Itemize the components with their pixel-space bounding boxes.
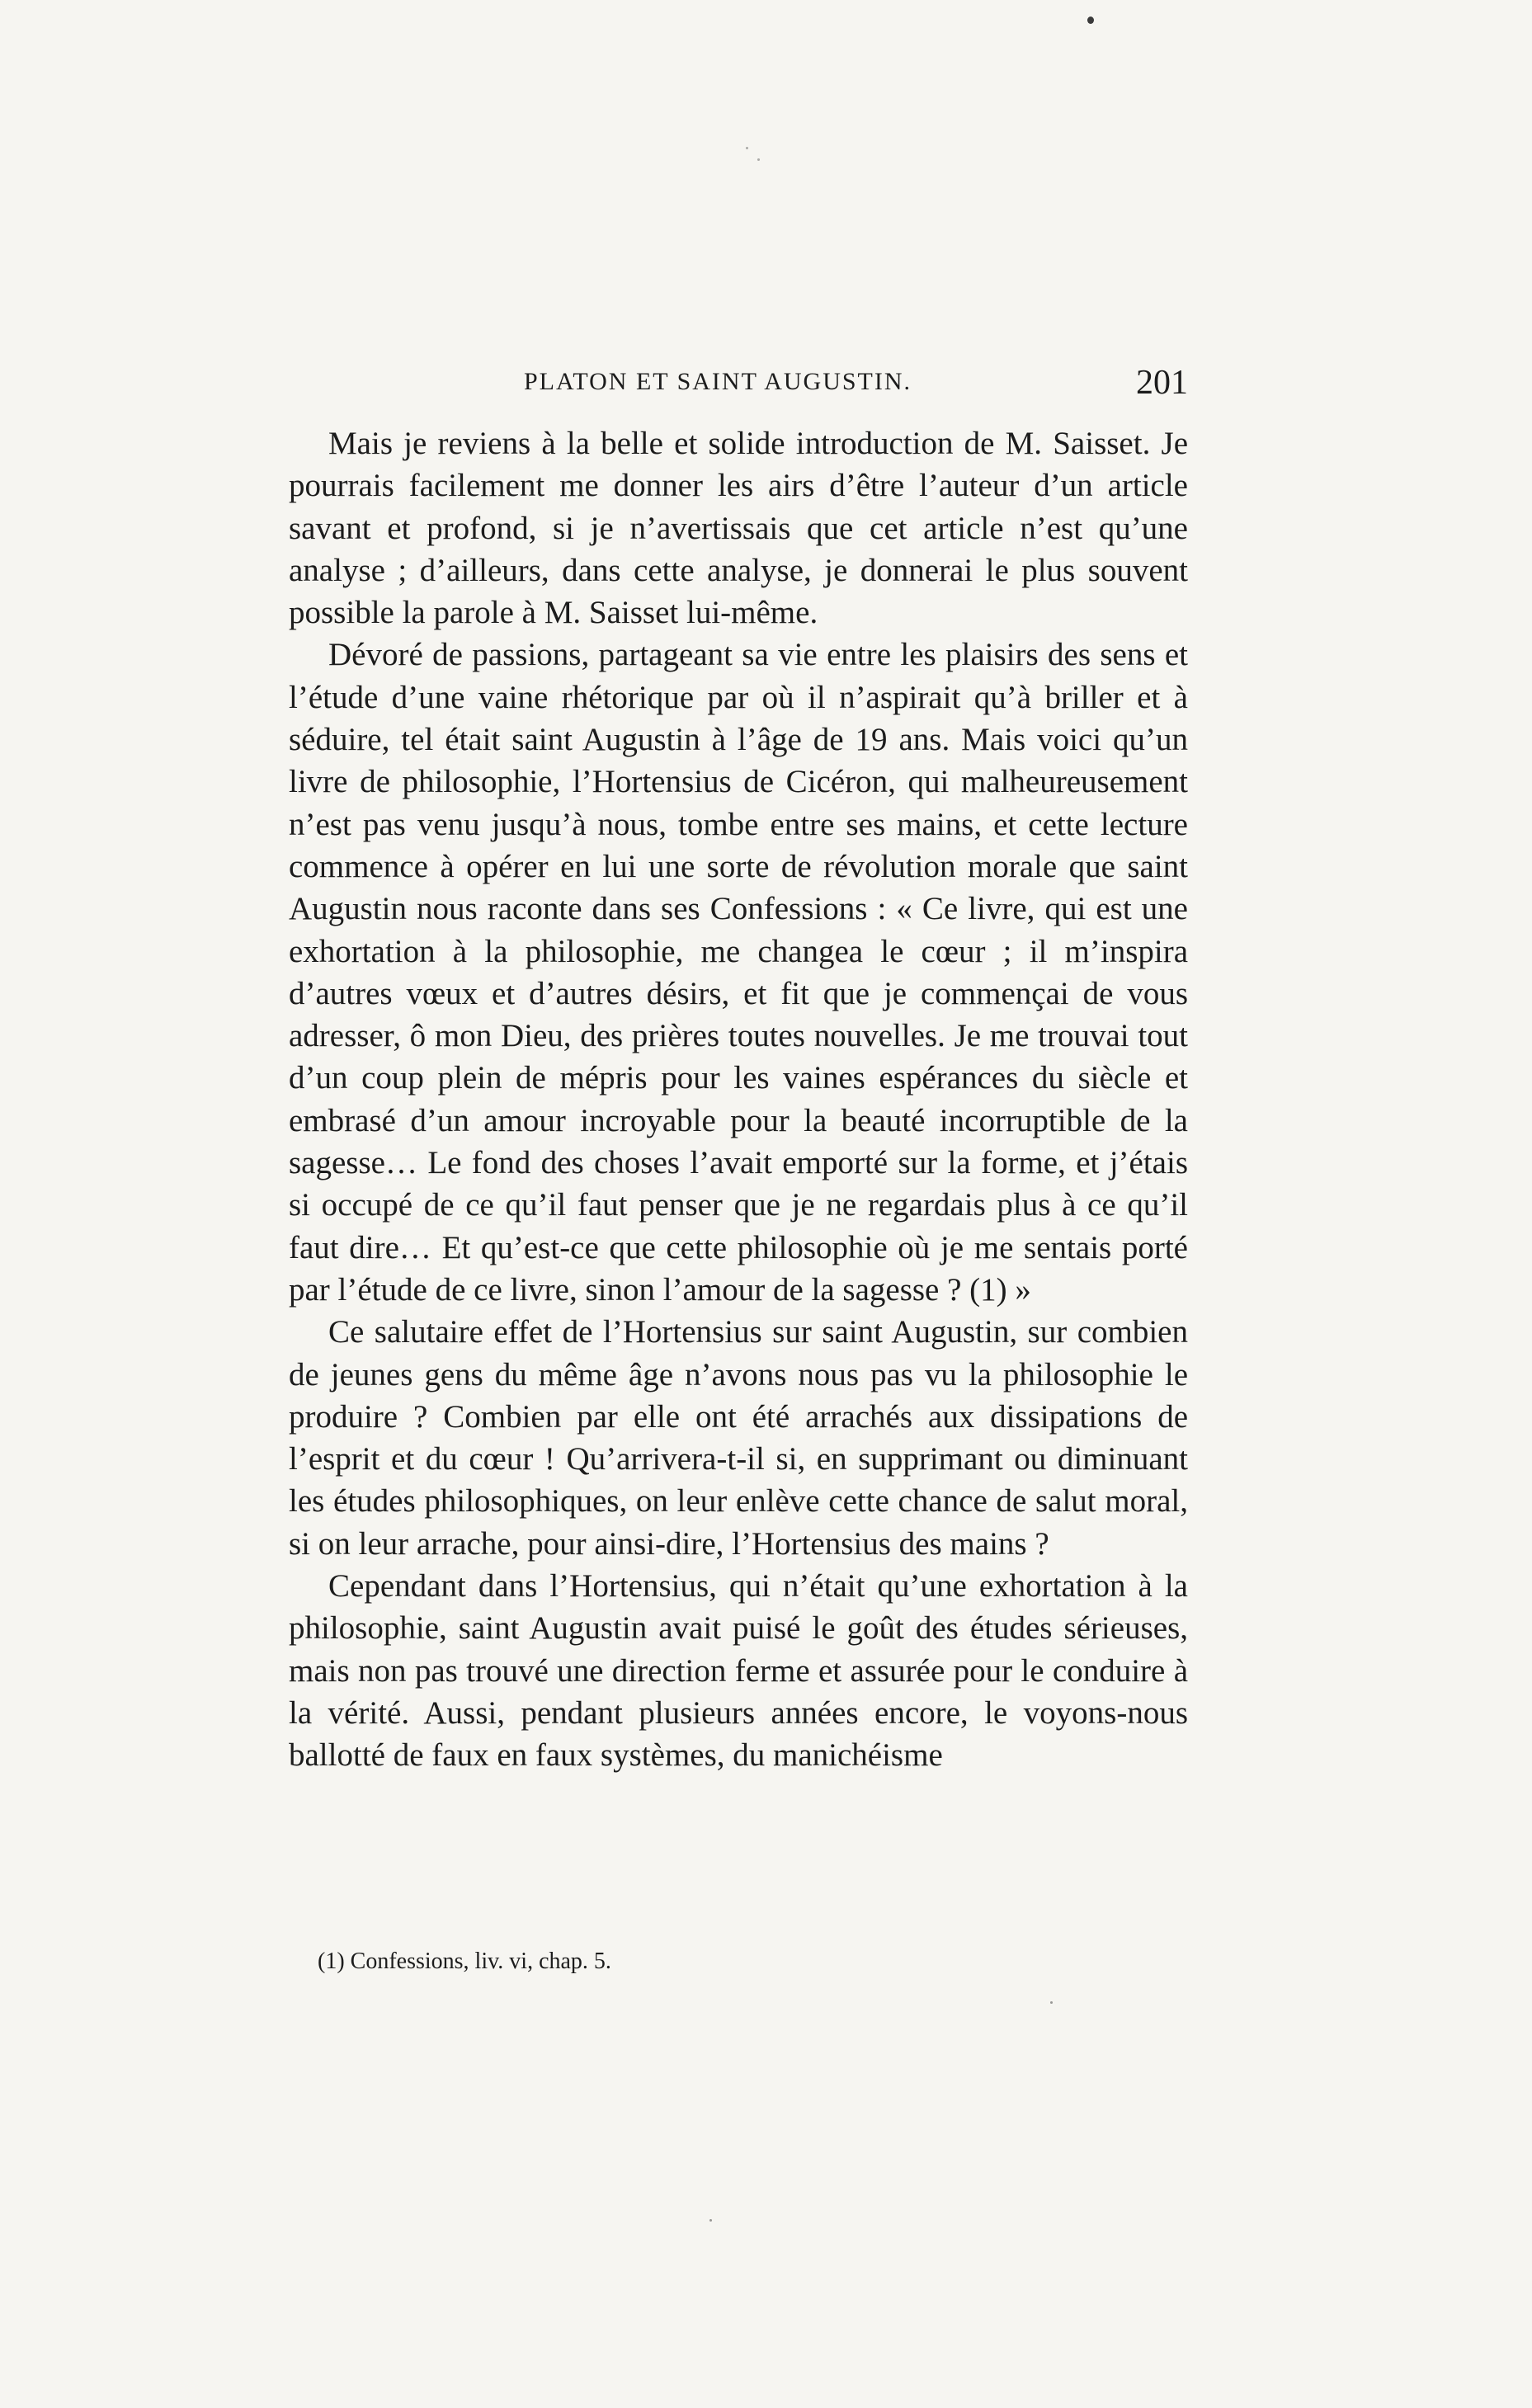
footnote: (1) Confessions, liv. vi, chap. 5. xyxy=(318,1949,611,1974)
paragraph-4: Cependant dans l’Hortensius, qui n’était qu’une exhortation à la philosophie, saint Augustin avait puisé le goût des études sérieuses, mais non pas trouvé une direction ferme et assurée pour le conduire à la vérité. Aussi, pendant plusieurs années encore, le voyons-nous ballotté de faux en faux systèmes, du manichéisme xyxy=(289,1568,1188,1774)
paragraph-3: Ce salutaire effet de l’Hortensius sur saint Augustin, sur combien de jeunes gens du même âge n’avons nous pas vu la philosophie le produire ? Combien par elle ont été arrachés aux dissipations de l’esprit et du cœur ! Qu’arrivera-t-il si, en supprimant ou diminuant les études philosophiques, on leur enlève cette chance de salut moral, si on leur arrache, pour ainsi-dire, l’Hortensius des mains ? xyxy=(289,1314,1188,1562)
paragraph-1: Mais je reviens à la belle et solide introduction de M. Saisset. Je pourrais facilement me donner les airs d’être l’auteur d’un article savant et profond, si je n’avertissais que cet article n’est qu’une analyse ; d’ailleurs, dans cette analyse, je donnerai le plus souvent possible la parole à M. Saisset lui-même. xyxy=(289,426,1188,631)
paragraph-2: Dévoré de passions, partageant sa vie entre les plaisirs des sens et l’étude d’une vaine rhétorique par où il n’aspirait qu’à briller et à séduire, tel était saint Augustin à l’âge de 19 ans. Mais voici qu’un livre de philosophie, l’Hortensius de Cicéron, qui malheureusement n’est pas venu jusqu’à nous, tombe entre ses mains, et cette lecture commence à opérer en lui une sorte de révolution morale que saint Augustin nous raconte dans ses Confessions : « Ce livre, qui est une exhortation à la philosophie, me changea le cœur ; il m’inspira d’autres vœux et d’autres désirs, et fit que je commençai de vous adresser, ô mon Dieu, des prières toutes nouvelles. Je me trouvai tout d’un coup plein de mépris pour les vaines espérances du siècle et embrasé d’un amour incroyable pour la beauté incorruptible de la sagesse… Le fond des choses l’avait emporté sur la forme, et j’étais si occupé de ce qu’il faut penser que je ne regardais plus à ce qu’il faut dire… Et qu’est-ce que cette philosophie où je me sentais porté par l’étude de ce livre, sinon l’amour de la sagesse ? (1) » xyxy=(289,637,1188,1308)
print-speck xyxy=(757,158,760,161)
print-speck xyxy=(746,147,748,149)
body-text xyxy=(289,422,1188,1777)
print-speck xyxy=(1087,16,1094,24)
running-head xyxy=(289,363,1188,412)
print-speck xyxy=(709,2219,712,2222)
page-number: 201 xyxy=(1136,364,1188,402)
running-title: PLATON ET SAINT AUGUSTIN. xyxy=(524,368,912,395)
print-speck xyxy=(1050,2001,1053,2004)
